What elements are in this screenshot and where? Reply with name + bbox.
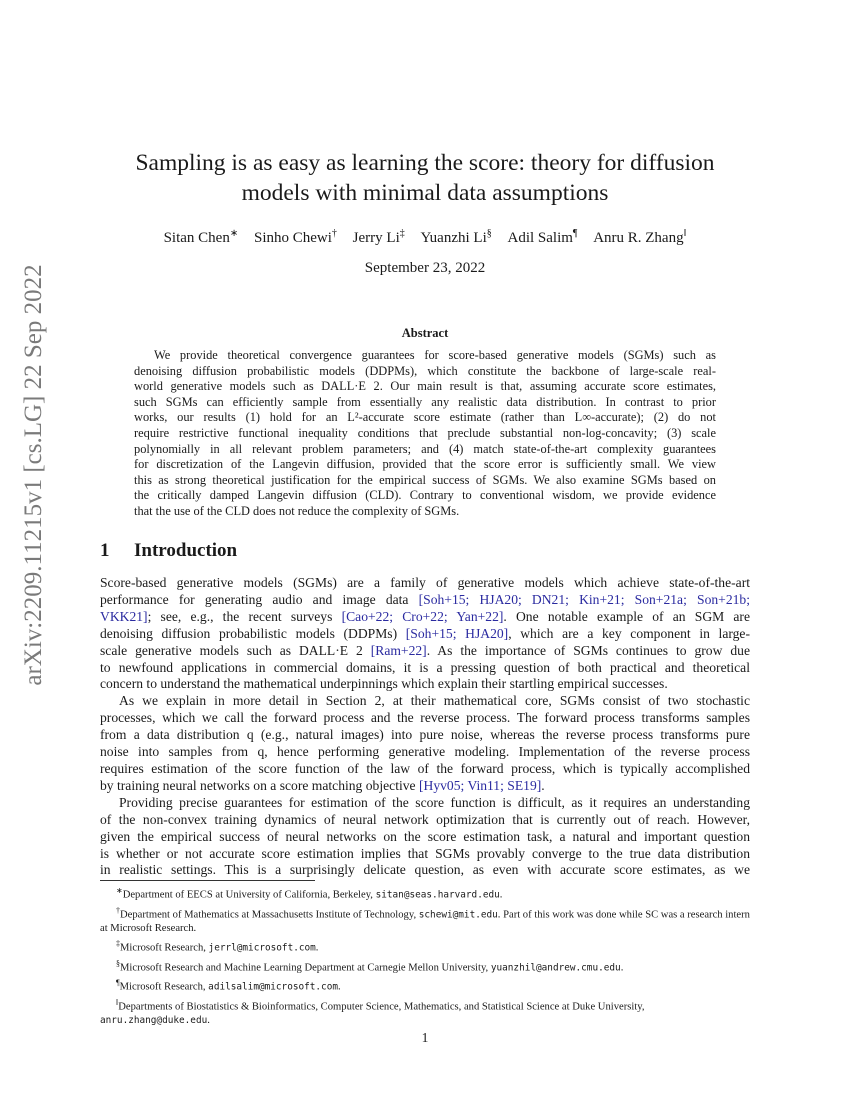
email-link[interactable]: adilsalim@microsoft.com <box>208 981 338 993</box>
body-line: to newfound applications in commercial domains, it is a pressing question of both practical and theoretical <box>100 659 750 675</box>
body-line: VKK21]; see, e.g., the recent surveys [Cao+22; Cro+22; Yan+22]. One notable example of an SGM are <box>100 608 750 624</box>
footnote: ∗Department of EECS at University of California, Berkeley, sitan@seas.harvard.edu. <box>116 886 503 901</box>
author: Adil Salim¶ <box>507 228 578 246</box>
paper-title <box>100 148 750 208</box>
body-line: Providing precise guarantees for estimation of the score function is difficult, as it requires an understanding <box>119 794 750 810</box>
section-number: 1 <box>100 540 110 561</box>
abstract-heading: Abstract <box>401 326 449 340</box>
abstract-line: world generative models such as DALL·E 2. Our main result is that, assuming accurate score estimates, <box>134 379 716 394</box>
abstract-line: for discretization of the Langevin diffusion, provided that the score error is sufficiently small. We view <box>134 457 716 472</box>
abstract-line: We provide theoretical convergence guarantees for score-based generative models (SGMs) such as <box>154 348 716 362</box>
title-line: Sampling is as easy as learning the score: theory for diffusion <box>135 150 715 176</box>
abstract-line: works, our results (1) hold for an L²-accurate score estimate (rather than L∞-accurate); (2) do not <box>134 410 716 425</box>
author: Anru R. Zhang‖ <box>593 228 687 246</box>
abstract-body <box>134 348 716 520</box>
arxiv-stamp-text: arXiv:2209.11215v1 [cs.LG] 22 Sep 2022 <box>20 264 47 686</box>
body-line: by training neural networks on a score matching objective [Hyv05; Vin11; SE19]. <box>100 777 545 793</box>
footnote: §Microsoft Research and Machine Learning Department at Carnegie Mellon University, yuanzhil@andrew.cmu.edu. <box>116 958 624 974</box>
body-line: requires estimation of the score function of the law of the forward process, which is typically accomplished <box>100 760 750 776</box>
body-line: concern to understand the mathematical underpinnings which explain their startling empirical successes. <box>100 676 668 692</box>
footnotes <box>100 884 750 1029</box>
abstract-line: such SGMs can efficiently sample from essentially any realistic data distribution. In contrast to prior <box>134 394 716 409</box>
body-line: denoising diffusion probabilistic models (DDPMs) [Soh+15; HJA20], which are a key component in large- <box>100 625 750 641</box>
footnote: †Department of Mathematics at Massachusetts Institute of Technology, schewi@mit.edu. Part of this work was done while SC was a research intern at Microsoft Research. <box>100 905 750 935</box>
body-line: As we explain in more detail in Section 2, at their mathematical core, SGMs consist of two stochastic <box>119 693 750 709</box>
abstract-line: require restrictive functional inequality conditions that preclude substantial non-log-concavity; (3) scale <box>134 425 716 440</box>
body-line: from a data distribution q (e.g., natural images) into pure noise, whereas the reverse process transforms pure <box>100 727 750 743</box>
paper-date: September 23, 2022 <box>364 260 486 276</box>
page-number: 1 <box>421 1030 429 1045</box>
section-title: Introduction <box>134 540 238 561</box>
body-line: processes, which we call the forward process and the reverse process. The forward process transforms samples <box>100 710 750 726</box>
footnote: ‡Microsoft Research, jerrl@microsoft.com. <box>116 939 319 954</box>
author: Sitan Chen∗ <box>163 228 239 246</box>
body-line: is whether or not accurate score estimation implies that SGMs provably converge to the true data distribution <box>100 845 750 861</box>
abstract-line: this as strong theoretical justification for the empirical success of SGMs. We also examine SGMs based on <box>134 472 716 487</box>
body-line: Score-based generative models (SGMs) are a family of generative models which achieve state-of-the-art <box>100 575 750 590</box>
abstract-line: the critically damped Langevin diffusion (CLD). Contrary to conventional wisdom, we provide evidence <box>134 488 716 503</box>
abstract-line: polynomially in all relevant problem parameters; and (4) match state-of-the-art complexity guarantees <box>134 441 716 456</box>
footnote: ¶Microsoft Research, adilsalim@microsoft.com. <box>116 978 341 993</box>
body-line: scale generative models such as DALL·E 2 [Ram+22]. As the importance of SGMs continues to grow due <box>100 642 750 658</box>
abstract-line: that the use of the CLD does not reduce the complexity of SGMs. <box>134 503 460 518</box>
email-link[interactable]: anru.zhang@duke.edu <box>100 1015 208 1027</box>
body-line: performance for generating audio and image data [Soh+15; HJA20; DN21; Kin+21; Son+21a; Son+21b; <box>100 591 750 607</box>
email-link[interactable]: schewi@mit.edu <box>418 909 498 921</box>
body-line: noise into samples from q, hence performing generative modeling. Implementation of the reverse process <box>100 744 750 760</box>
body-line: of the non-convex training dynamics of neural network optimization that is currently out of reach. However, <box>100 811 750 827</box>
author: Jerry Li‡ <box>352 228 405 246</box>
body-line: given the empirical success of neural networks on the score estimation task, a natural and important question <box>100 828 750 844</box>
body-line: in realistic settings. This is a surprisingly delicate question, as even with accurate score estimates, as we <box>100 862 750 878</box>
email-link[interactable]: sitan@seas.harvard.edu <box>375 889 500 901</box>
email-link[interactable]: yuanzhil@andrew.cmu.edu <box>490 962 621 974</box>
author: Yuanzhi Li§ <box>420 228 492 246</box>
email-link[interactable]: jerrl@microsoft.com <box>208 942 316 954</box>
section-heading <box>100 540 237 562</box>
title-line: models with minimal data assumptions <box>241 180 609 206</box>
arxiv-stamp <box>14 260 54 690</box>
author: Sinho Chewi† <box>253 228 337 246</box>
abstract-line: denoising diffusion probabilistic models (DDPMs), which constitute the backbone of large-scale real- <box>134 363 716 378</box>
footnote: ‖Departments of Biostatistics & Bioinformatics, Computer Science, Mathematics, and Statistical Science at Duke University, anru.zhang@duke.edu. <box>100 997 645 1027</box>
intro-body <box>100 575 750 879</box>
footnote-rule <box>100 880 315 881</box>
author-list <box>100 228 750 247</box>
